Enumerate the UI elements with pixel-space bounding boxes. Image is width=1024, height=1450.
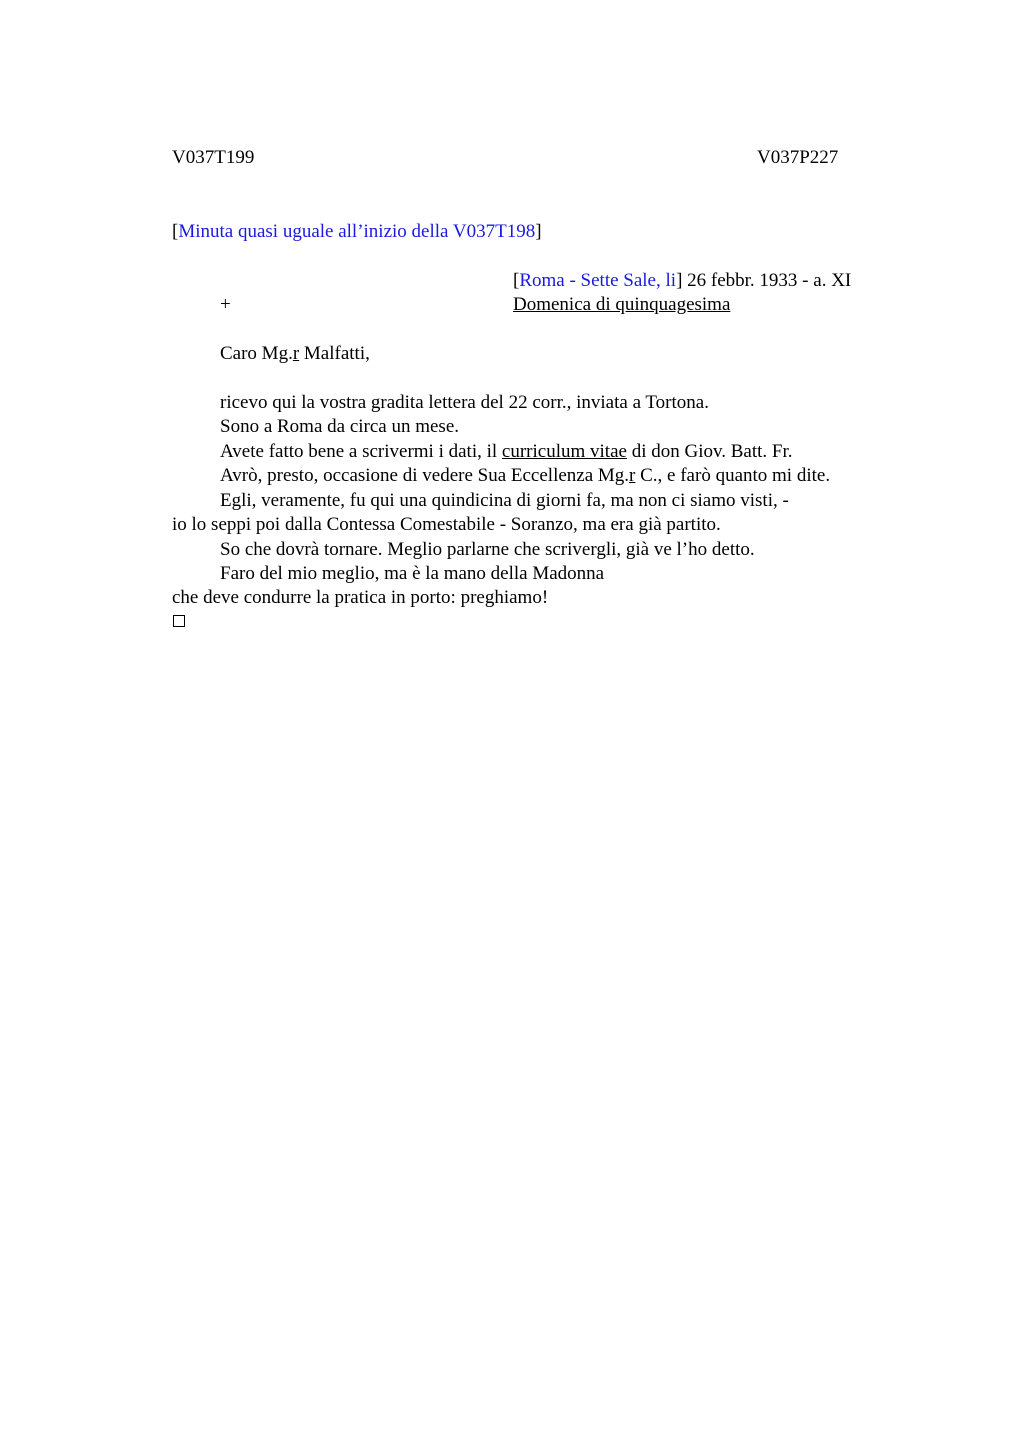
end-of-text-square-icon xyxy=(173,615,185,627)
body-line-4 xyxy=(220,464,830,488)
cross-mark: + xyxy=(220,294,231,315)
body-line-8: Faro del mio meglio, ma è la mano della Madonna xyxy=(220,563,605,584)
editorial-note-text: Minuta quasi uguale all’inizio della V037T198 xyxy=(178,221,536,242)
salutation-name: Malfatti, xyxy=(299,343,370,364)
salutation xyxy=(220,342,370,366)
body-line-9: che deve condurre la pratica in porto: preghiamo! xyxy=(172,587,549,608)
body-line-2: Sono a Roma da circa un mese. xyxy=(220,416,460,437)
dateline-place: Roma - Sette Sale, li xyxy=(519,270,677,291)
body-line-6: io lo seppi poi dalla Contessa Comestabile - Soranzo, ma era già partito. xyxy=(172,514,721,535)
bracket-close: ] xyxy=(535,221,542,242)
dateline-occasion: Domenica di quinquagesima xyxy=(513,294,731,315)
body-line-4-start: Avrò, presto, occasione di vedere Sua Eccellenza Mg. xyxy=(220,465,630,486)
salutation-prefix: Caro Mg. xyxy=(220,343,293,364)
body-line-3-end: di don Giov. Batt. Fr. xyxy=(626,441,793,462)
body-line-3-start: Avete fatto bene a scrivermi i dati, il xyxy=(220,441,502,462)
bracket-open: [ xyxy=(172,221,179,242)
salutation-superscript-r: r xyxy=(292,343,300,364)
body-line-5: Egli, veramente, fu qui una quindicina di giorni fa, ma non ci siamo visti, - xyxy=(220,490,789,511)
dateline-date: 26 febbr. 1933 - a. XI xyxy=(682,270,852,291)
body-line-4-superscript-r: r xyxy=(629,465,636,486)
body-line-4-end: C., e farò quanto mi dite. xyxy=(635,465,831,486)
curriculum-vitae-text: curriculum vitae xyxy=(501,441,627,462)
body-line-1: ricevo qui la vostra gradita lettera del 22 corr., inviata a Tortona. xyxy=(220,392,709,413)
body-line-7: So che dovrà tornare. Meglio parlarne che scrivergli, già ve l’ho detto. xyxy=(220,539,755,560)
document-code-right: V037P227 xyxy=(757,147,839,168)
editorial-note xyxy=(172,220,542,244)
dateline xyxy=(513,269,851,293)
bracket-close: ] xyxy=(676,270,683,291)
body-line-3 xyxy=(220,440,793,464)
bracket-open: [ xyxy=(513,270,520,291)
document-code-left: V037T199 xyxy=(172,147,255,168)
